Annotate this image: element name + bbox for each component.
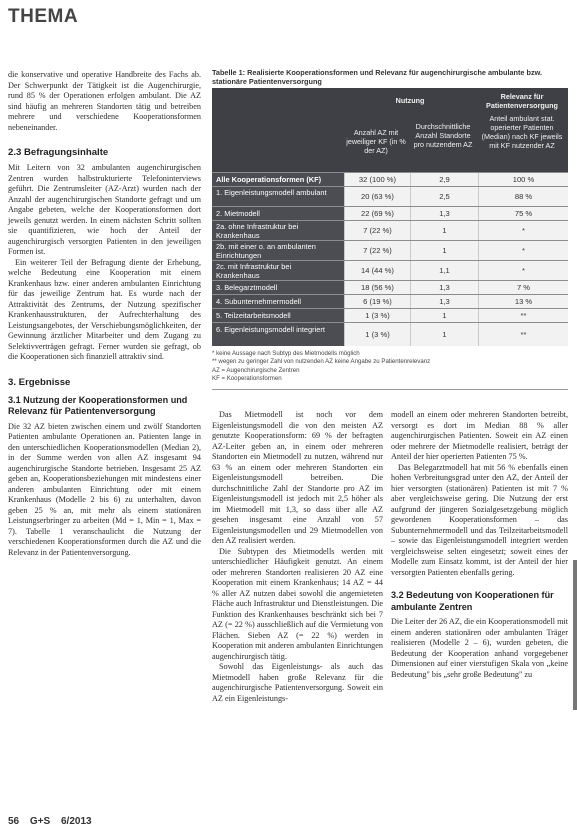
cell-standorte: 2,9 (410, 173, 478, 186)
cell-standorte: 1 (410, 323, 478, 346)
table-notes (212, 350, 568, 390)
cell-anteil: * (478, 221, 568, 240)
row-label: 5. Teilzeitarbeitsmodell (216, 311, 291, 320)
cell-standorte: 1,1 (410, 261, 478, 280)
page-footer (8, 816, 92, 827)
header-relevanz: Relevanz für Patientenversorgung (486, 92, 558, 110)
page-number: 56 (8, 816, 20, 827)
table-row (212, 308, 568, 322)
table-note: * keine Aussage nach Subtyp des Mietmodells möglich (212, 350, 360, 357)
cell-anteil: ** (478, 323, 568, 346)
table-note: ** wegen zu geringer Zahl von nutzenden AZ keine Angabe zu Patientenrelevanz (212, 358, 431, 366)
heading-nutzung-kooperationsformen: 3.1 Nutzung der Kooperationsformen und Relevanz für Patientenversorgung (8, 394, 188, 416)
heading-befragungsinhalte: 2.3 Befragungsinhalte (8, 147, 109, 158)
table-note: KF = Kooperationsformen (212, 374, 282, 382)
cell-standorte: 1 (410, 241, 478, 260)
divider (212, 389, 568, 390)
paragraph: Ein weiterer Teil der Befragung diente der Erhebung, welche Bedeutung eine Kooperation mit einem Krankenhaus bzw. einer anderen ambulanten Einrichtung für das jeweilige Zentrum hat. Es wurde nach der Attraktivität des Zentrums, der Nutzung spezifischer Krankenhausstrukturen, der Aufrechterhaltung des Leistungsangebotes, der Verschiebungsmöglichkeiten, der Gewinnung ärztlicher Mitarbeiter und dem Zugang zu Selektivverträgen gefragt. Ferner wurden sie gefragt, ob die Kooperationen sich finanziell attraktiv sind. (8, 257, 201, 361)
cell-anteil: * (478, 261, 568, 280)
cell-anzahl: 1 (3 %) (344, 323, 410, 346)
cell-anzahl: 7 (22 %) (344, 241, 410, 260)
paragraph: Die 32 AZ bieten zwischen einem und zwölf Standorten Patienten ambulante Operationen an. Patienten lange in den unterschiedlichen Kooperationsmodellen (Median 2), in der Summe werden von allen AZ insgesamt 94 augenchirurgische Standorte betrieben. Insgesamt 25 AZ geben an, Kooperationsbeziehungen mit mindestens einer anderen ambulanten Einrichtung oder mit einem Krankenhaus (Modelle 2 bis 6) zu unterhalten, davon geben 25 % an, mit mehr als einem stationären Leistungserbringer zu arbeiten (Md = 1, Min = 1, Max = 7). Tabelle 1 veranschaulicht die Nutzung der verschiedenen Kooperationsformen durch die AZ und die Relevanz in der Patientenversorgung. (8, 421, 201, 557)
cell-anteil: 100 % (478, 173, 568, 186)
heading-ergebnisse: 3. Ergebnisse (8, 376, 71, 388)
journal-name: G+S (29, 816, 51, 827)
row-label: 3. Belegarztmodell (216, 283, 278, 292)
row-label: 2c. mit Infrastruktur bei Krankenhaus (216, 262, 292, 280)
cell-standorte: 1 (410, 309, 478, 322)
middle-column (212, 410, 383, 704)
cell-anteil: ** (478, 309, 568, 322)
cell-standorte: 1 (410, 221, 478, 240)
row-label: 2a. ohne Infrastruktur bei Krankenhaus (216, 222, 299, 240)
cell-standorte: 2,5 (410, 187, 478, 206)
row-label: Alle Kooperationsformen (KF) (216, 175, 322, 184)
header-standorte: Durchschnittliche Anzahl Standorte pro nutzendem AZ (413, 122, 473, 149)
section-title: THEMA (8, 6, 79, 27)
cell-standorte: 1,3 (410, 281, 478, 294)
paragraph: Mit Leitern von 32 ambulanten augenchirurgischen Zentren wurden halbstrukturierte Telefoninterviews geführt. Die Zentrumsleiter (AZ-Arzt) wurden nach der Anzahl der augenchirurgischen Standorte gefragt und um Angabe gebeten, welche der Kooperationsformen dort jeweils genutzt werden. In einem nächsten Schritt sollten sie quantifizieren, wie hoch der Anteil der augenchirurgisch versorgten Patienten in den jeweiligen Formen ist. (8, 163, 201, 256)
heading-bedeutung-kooperationen: 3.2 Bedeutung von Kooperationen für ambulante Zentren (391, 590, 554, 612)
cell-standorte: 1,3 (410, 207, 478, 220)
table-row (212, 206, 568, 220)
table-row (212, 172, 568, 186)
paragraph: Die Leiter der 26 AZ, die ein Kooperationsmodell mit einem anderen stationären oder ambulanten Träger realisieren (Modelle 2 – 6), wurden gebeten, die Bedeutung der Kooperation anhand vorgegebener Dimensionen auf einer vierstufigen Skala von „keine Bedeutung" bis „sehr große Bedeutung" zu (391, 617, 568, 679)
cell-anzahl: 14 (44 %) (344, 261, 410, 280)
table-row (212, 322, 568, 346)
paragraph: Das Belegarztmodell hat mit 56 % ebenfalls einen hohen Verbreitungsgrad unter den AZ, der Anteil der hier versorgten (stationären) Patienten ist mit 7 % aber vergleichsweise gering. Die Nutzung der erst aufgrund der jüngeren Sozialgesetzgebung möglich gewordenen Kooperationsformen – das Subunternehmermodell und das Teilzeitarbeitsmodell – sowie das Eigenleistungsmodell integriert werden vergleichsweise selten eingesetzt; soweit eines der Modelle zum Einsatz kommt, ist der Anteil der hier versorgten Patienten ebenfalls gering. (391, 462, 568, 577)
row-label: 4. Subunternehmermodell (216, 297, 302, 306)
cell-standorte: 1,3 (410, 295, 478, 308)
table-caption: Tabelle 1: Realisierte Kooperationsformen und Relevanz für augenchirurgische ambulante bzw. stationäre Patientenversorgung (212, 68, 543, 86)
header-nutzung: Nutzung (395, 96, 425, 105)
cell-anzahl: 18 (56 %) (344, 281, 410, 294)
cell-anteil: 88 % (478, 187, 568, 206)
row-label: 1. Eigenleistungsmodell ambulant (216, 188, 327, 197)
cell-anzahl: 6 (19 %) (344, 295, 410, 308)
kooperationsformen-table (212, 88, 568, 346)
header-anteil-patienten: Anteil ambulant stat. operierter Patienten (Median) nach KF jeweils mit KF nutzender AZ (481, 114, 563, 150)
paragraph: modell an einem oder mehreren Standorten betreibt, versorgt es dort im Median 88 % aller augenchirurgischen Patienten. Soweit ein AZ einen oder mehrere der Mietmodelle realisiert, beträgt der Anteil der hier operierten Patienten 75 %. (391, 410, 568, 461)
cell-anzahl: 1 (3 %) (344, 309, 410, 322)
left-column (8, 70, 201, 558)
paragraph: Die Subtypen des Mietmodells werden mit unterschiedlicher Häufigkeit genutzt. An einem oder mehreren Standorten realisieren 20 AZ eine Kooperation mit einem Krankenhaus; 14 AZ = 44 % aller AZ nutzen dabei sowohl die angemieteten Fläche auch Infrastruktur und Dienstleistungen. Die Funktion des Krankenhauses beschränkt sich bei 7 AZ (= 22 %) ausschließlich auf die Vermietung von Flächen. Sieben AZ (= 22 %) werden in Kooperation mit anderen ambulanten Einrichtungen augenchirurgisch tätig. (212, 546, 383, 661)
cell-anzahl: 7 (22 %) (344, 221, 410, 240)
row-label: 2b. mit einer o. an ambulanten Einrichtungen (216, 242, 316, 260)
page-edge-marker (573, 560, 577, 710)
table-row (212, 240, 568, 260)
paragraph: Sowohl das Eigenleistungs- als auch das Mietmodell haben große Relevanz für die augenchirurgische Patientenversorgung. Soweit ein AZ ein Eigenleistungs- (212, 662, 383, 703)
table-row (212, 260, 568, 280)
row-label: 6. Eigenleistungsmodell integriert (216, 325, 325, 334)
cell-anzahl: 20 (63 %) (344, 187, 410, 206)
cell-anteil: 13 % (478, 295, 568, 308)
cell-anteil: 75 % (478, 207, 568, 220)
paragraph: Das Mietmodell ist noch vor dem Eigenleistungsmodell die von den meisten AZ genutzte Kooperationsform: 69 % der befragten AZ-Leiter geben an, in einem oder mehreren Standorten ein Mietmodell zu nutzen, während nur 63 % an einem oder mehreren Standorten ein Eigenleistungsmodell betreiben. Die durchschnittliche Zahl der Standorte pro AZ im Eigenleistungsmodell ist jedoch mit 2,5 höher als im Mietmodell mit 1,3, so dass über alle AZ gesehen insgesamt eine Anzahl von 57 Eigenleistungsmodellen und 29 Mietmodellen von den AZ realisiert werden. (212, 410, 383, 545)
table-row (212, 280, 568, 294)
table-note: AZ = Augenchirurgische Zentren (212, 366, 300, 374)
journal-issue: 6/2013 (60, 816, 92, 827)
cell-anzahl: 22 (69 %) (344, 207, 410, 220)
cell-anteil: * (478, 241, 568, 260)
table-header (212, 88, 568, 172)
cell-anteil: 7 % (478, 281, 568, 294)
table-row (212, 186, 568, 206)
right-column (391, 410, 568, 680)
table-row (212, 294, 568, 308)
cell-anzahl: 32 (100 %) (344, 173, 410, 186)
intro-paragraph: die konservative und operative Handbreite des Fachs ab. Der Schwerpunkt der Tätigkeit ist die Augenchirurgie, rund 85 % der Operationen erfolgen ambulant. Die AZ sind häufig an mehreren Standorten tätig und betreiben mehrere und verschiedene Kooperationsformen nebeneinander. (8, 70, 201, 132)
table-row (212, 220, 568, 240)
header-anzahl-az: Anzahl AZ mit jeweiliger KF (in % der AZ) (346, 128, 406, 155)
row-label: 2. Mietmodell (216, 209, 260, 218)
